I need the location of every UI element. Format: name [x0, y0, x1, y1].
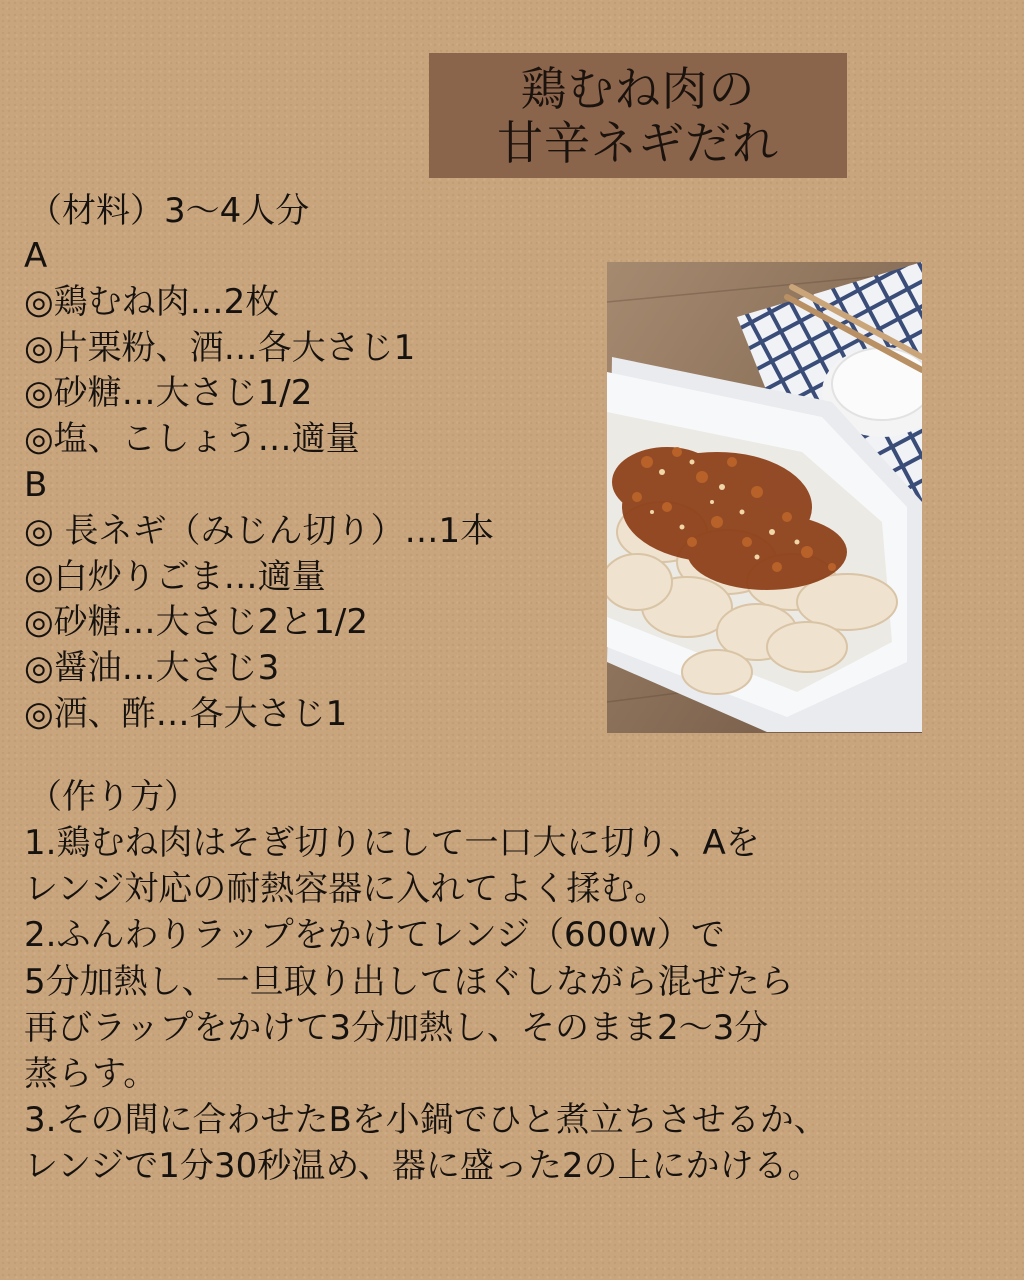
ingredient-item: ◎砂糖…大さじ1/2	[24, 373, 313, 414]
method-step-line: レンジ対応の耐熱容器に入れてよく揉む。	[24, 869, 669, 910]
ingredient-group-b-label: B	[24, 464, 48, 505]
dish-photo-illustration	[607, 262, 922, 733]
ingredient-item: ◎酒、酢…各大さじ1	[24, 693, 348, 734]
ingredient-item: ◎塩、こしょう…適量	[24, 419, 360, 460]
ingredients-heading: （材料）3〜4人分	[28, 191, 310, 231]
method-section	[24, 774, 984, 1190]
dish-photo	[607, 262, 922, 733]
ingredient-item: ◎醤油…大さじ3	[24, 648, 280, 689]
method-step-line: 2.ふんわりラップをかけてレンジ（600w）で	[24, 915, 725, 956]
ingredient-item: ◎片栗粉、酒…各大さじ1	[24, 327, 416, 368]
method-step-line: レンジで1分30秒温め、器に盛った2の上にかける。	[24, 1146, 822, 1187]
method-step-line: 再びラップをかけて3分加熱し、そのまま2〜3分	[24, 1007, 769, 1048]
method-step-line: 5分加熱し、一旦取り出してほぐしながら混ぜたら	[24, 961, 794, 1002]
ingredient-item: ◎白炒りごま…適量	[24, 556, 326, 597]
method-heading: （作り方）	[28, 777, 198, 817]
recipe-title-line-2: 甘辛ネギだれ	[497, 115, 779, 170]
ingredient-group-a-label: A	[24, 236, 48, 276]
ingredient-item: ◎鶏むね肉…2枚	[24, 281, 280, 322]
ingredients-section	[24, 188, 594, 738]
method-step-line: 1.鶏むね肉はそぎ切りにして一口大に切り、Aを	[24, 823, 760, 863]
title-box	[429, 53, 847, 178]
method-step-line: 蒸らす。	[24, 1054, 158, 1095]
ingredient-item: ◎砂糖…大さじ2と1/2	[24, 602, 369, 643]
ingredient-item: ◎ 長ネギ（みじん切り）…1本	[24, 510, 495, 551]
method-step-line: 3.その間に合わせたBを小鍋でひと煮立ちさせるか、	[24, 1100, 828, 1141]
recipe-title-line-1: 鶏むね肉の	[520, 61, 756, 116]
